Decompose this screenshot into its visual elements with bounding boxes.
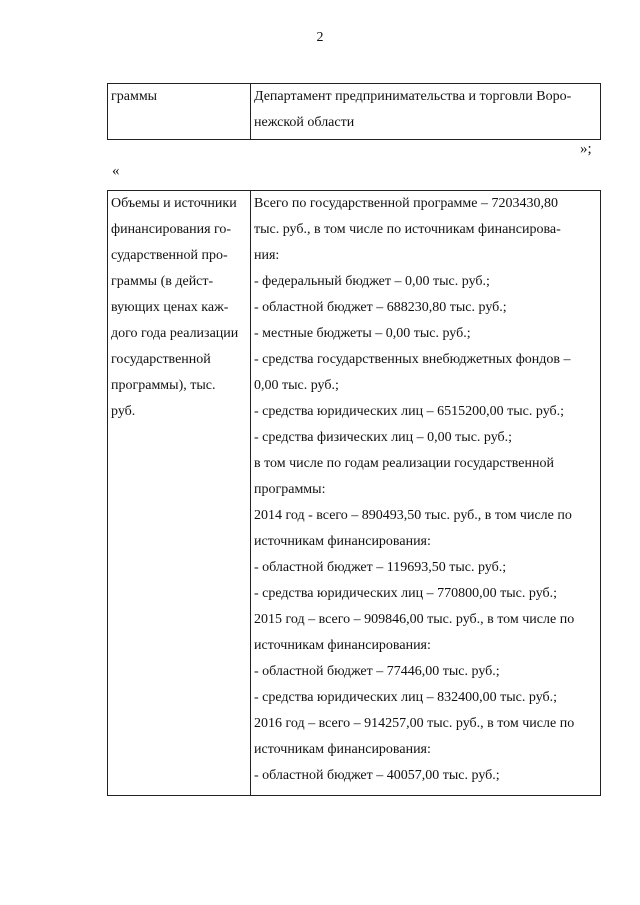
main-right-line: - средства государственных внебюджетных фондов –: [254, 352, 571, 367]
main-right-line: ния:: [254, 248, 280, 263]
main-right-line: программы:: [254, 482, 326, 497]
main-right-line: 2014 год - всего – 890493,50 тыс. руб., в том числе по: [254, 508, 572, 523]
top-left-text: граммы: [111, 89, 158, 104]
main-right-line: - средства юридических лиц – 6515200,00 тыс. руб.;: [254, 404, 565, 419]
close-quote: »;: [580, 141, 592, 157]
main-right-line: - областной бюджет – 688230,80 тыс. руб.;: [254, 300, 507, 315]
main-left-line: государственной: [111, 352, 211, 367]
main-left-line: руб.: [111, 404, 136, 419]
main-right-line: 2016 год – всего – 914257,00 тыс. руб., в том числе по: [254, 716, 575, 731]
main-right-line: источникам финансирования:: [254, 534, 431, 549]
main-left-line: финансирования го-: [111, 222, 232, 237]
main-right-line: в том числе по годам реализации государственной: [254, 456, 554, 471]
main-left-line: программы), тыс.: [111, 378, 216, 393]
main-left-line: дого года реализации: [111, 326, 239, 341]
main-right-line: - средства юридических лиц – 832400,00 тыс. руб.;: [254, 690, 558, 705]
main-right-line: 0,00 тыс. руб.;: [254, 378, 339, 393]
top-table-divider: [250, 83, 251, 140]
top-right-line: нежской области: [254, 115, 355, 130]
main-left-line: Объемы и источники: [111, 196, 237, 211]
main-table-left-cell: [111, 191, 247, 425]
main-right-line: Всего по государственной программе – 7203430,80: [254, 196, 558, 211]
main-table-divider: [250, 190, 251, 796]
main-left-line: вующих ценах каж-: [111, 300, 229, 315]
top-table-left-cell: [111, 84, 157, 110]
main-left-line: граммы (в дейст-: [111, 274, 214, 289]
main-right-line: - областной бюджет – 119693,50 тыс. руб.;: [254, 560, 507, 575]
page-number: 2: [316, 30, 324, 45]
top-right-line: Департамент предпринимательства и торговли Воро-: [254, 89, 572, 104]
main-right-line: - местные бюджеты – 0,00 тыс. руб.;: [254, 326, 471, 341]
main-right-line: источникам финансирования:: [254, 638, 431, 653]
main-right-line: - средства физических лиц – 0,00 тыс. руб.;: [254, 430, 513, 445]
main-right-line: источникам финансирования:: [254, 742, 431, 757]
main-right-line: - средства юридических лиц – 770800,00 тыс. руб.;: [254, 586, 558, 601]
main-right-line: - областной бюджет – 40057,00 тыс. руб.;: [254, 768, 500, 783]
main-right-line: 2015 год – всего – 909846,00 тыс. руб., в том числе по: [254, 612, 575, 627]
main-right-line: тыс. руб., в том числе по источникам финансирова-: [254, 222, 561, 237]
main-right-line: - областной бюджет – 77446,00 тыс. руб.;: [254, 664, 500, 679]
main-left-line: сударственной про-: [111, 248, 228, 263]
main-right-line: - федеральный бюджет – 0,00 тыс. руб.;: [254, 274, 490, 289]
top-table-right-cell: [254, 84, 571, 136]
main-table-right-cell: [254, 191, 598, 789]
open-quote: «: [112, 163, 120, 179]
